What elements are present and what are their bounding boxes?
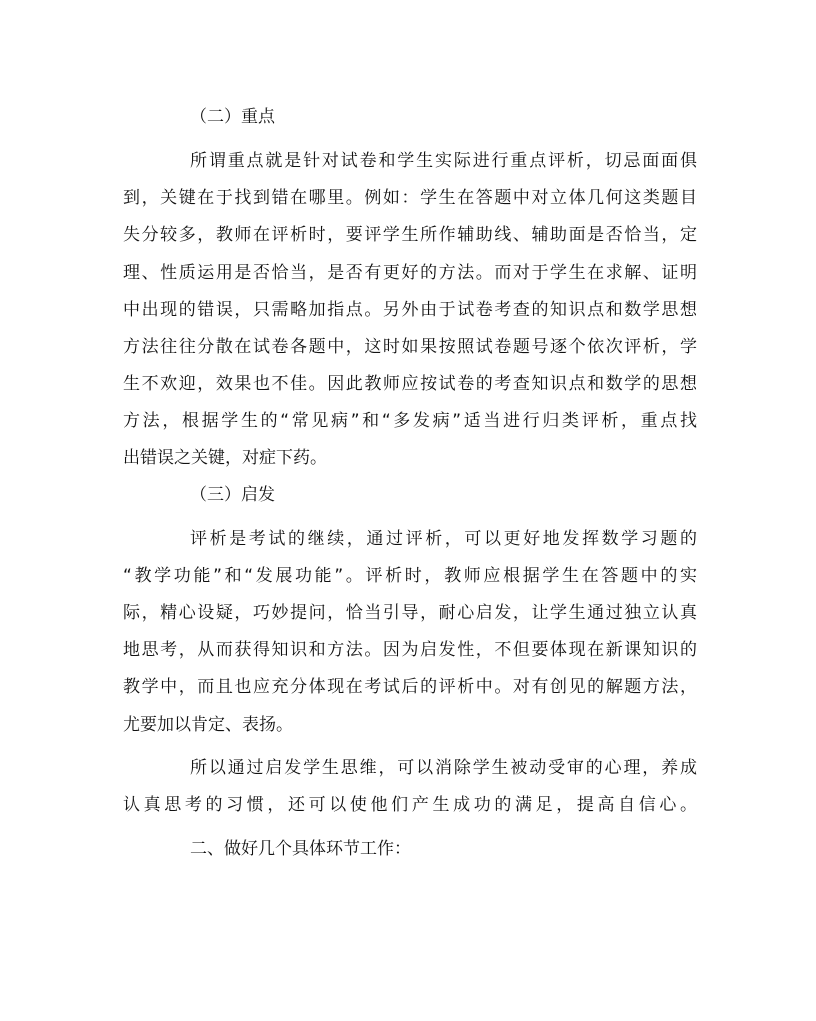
section-three-paragraph-line: 地思考，从而获得知识和方法。因为启发性，不但要体现在新课知识的 <box>123 640 697 660</box>
section-two-paragraph-line: 所谓重点就是针对试卷和学生实际进行重点评析，切忌面面俱 <box>190 151 697 171</box>
section-three-paragraph-line: 教学中，而且也应充分体现在考试后的评析中。对有创见的解题方法， <box>123 677 697 697</box>
section-two-paragraph-line: 方法，根据学生的“常见病”和“多发病”适当进行归类评析，重点找 <box>123 411 697 431</box>
section-three-paragraph2-line: 所以通过启发学生思维，可以消除学生被动受审的心理，养成 <box>190 758 697 778</box>
section-three-paragraph-line: 尤要加以肯定、表扬。 <box>123 715 293 735</box>
section-two-paragraph-line: 理、性质运用是否恰当，是否有更好的方法。而对于学生在求解、证明 <box>123 263 697 283</box>
section-three-paragraph-line: 际，精心设疑，巧妙提问，恰当引导，耐心启发，让学生通过独立认真 <box>123 603 697 623</box>
section-two-paragraph-line: 到，关键在于找到错在哪里。例如：学生在答题中对立体几何这类题目 <box>123 188 697 208</box>
section-two-paragraph-line: 出错误之关键，对症下药。 <box>123 448 327 468</box>
part-two-heading: 二、做好几个具体环节工作： <box>190 839 411 859</box>
section-three-heading: （三）启发 <box>190 485 275 505</box>
section-three-paragraph2-line: 认真思考的习惯，还可以使他们产生成功的满足，提高自信心。 <box>123 795 697 815</box>
section-two-paragraph-line: 失分较多，教师在评析时，要评学生所作辅助线、辅助面是否恰当，定 <box>123 225 697 245</box>
section-two-paragraph-line: 生不欢迎，效果也不佳。因此教师应按试卷的考查知识点和数学的思想 <box>123 374 697 394</box>
section-two-paragraph-line: 中出现的错误，只需略加指点。另外由于试卷考查的知识点和数学思想 <box>123 300 697 320</box>
section-two-paragraph-line: 方法往往分散在试卷各题中，这时如果按照试卷题号逐个依次评析，学 <box>123 337 697 357</box>
section-three-paragraph-line: “教学功能”和“发展功能”。评析时，教师应根据学生在答题中的实 <box>123 566 697 586</box>
section-three-paragraph-line: 评析是考试的继续，通过评析，可以更好地发挥数学习题的 <box>190 529 697 549</box>
section-two-heading: （二）重点 <box>190 107 275 127</box>
